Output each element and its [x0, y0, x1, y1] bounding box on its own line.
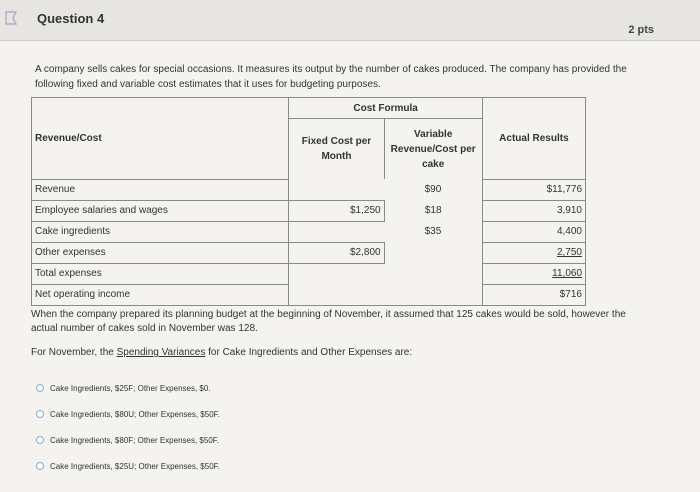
radio-button[interactable]	[36, 436, 44, 444]
option-label[interactable]: Cake Ingredients, $25U; Other Expenses, $50F.	[50, 461, 220, 471]
row-variable: $35	[424, 226, 442, 237]
question-title: Question 4	[37, 11, 105, 26]
header-cost-formula: Cost Formula	[289, 98, 482, 119]
row-label: Cake ingredients	[32, 221, 289, 242]
row-actual: 4,400	[482, 221, 585, 242]
table-row	[32, 179, 586, 200]
prompt-prefix: For November, the	[31, 347, 117, 358]
row-label: Employee salaries and wages	[32, 200, 289, 221]
row-actual: $716	[482, 284, 585, 305]
option-label[interactable]: Cake Ingredients, $80F; Other Expenses, $50F.	[50, 435, 219, 445]
header-variable: Variable Revenue/Cost per cake	[384, 119, 482, 180]
row-variable	[384, 284, 482, 305]
row-fixed	[289, 263, 384, 284]
question-prompt	[31, 347, 651, 358]
radio-button[interactable]	[36, 384, 44, 392]
header-revenue-cost: Revenue/Cost	[32, 98, 289, 180]
row-fixed	[289, 179, 384, 200]
row-label: Net operating income	[32, 284, 289, 305]
row-label: Other expenses	[32, 242, 289, 263]
row-variable	[384, 263, 482, 284]
radio-button[interactable]	[36, 462, 44, 470]
row-actual: 3,910	[482, 200, 585, 221]
row-variable: $90	[424, 184, 442, 195]
row-fixed	[289, 284, 384, 305]
header-fixed-cost: Fixed Cost per Month	[289, 119, 384, 180]
answer-option-4[interactable]	[36, 459, 220, 473]
table-row	[32, 242, 586, 263]
spending-variances-term: Spending Variances	[116, 347, 206, 358]
row-variable	[384, 242, 482, 263]
answer-option-2[interactable]	[36, 407, 220, 421]
radio-button[interactable]	[36, 410, 44, 418]
row-actual: 11,060	[482, 263, 585, 284]
row-fixed: $1,250	[289, 200, 384, 221]
table-row	[32, 221, 586, 242]
question-intro: A company sells cakes for special occasions. It measures its output by the number of cakes produced. The company has provided the following fixed and variable cost estimates that it uses for budgeting purposes.	[35, 64, 627, 90]
assumption-text: When the company prepared its planning budget at the beginning of November, it assumed that 125 cakes would be sold, however the actual number of cakes sold in November was 128.	[31, 309, 626, 334]
row-actual: 2,750	[482, 242, 585, 263]
question-header	[0, 0, 700, 41]
question-points: 2 pts	[628, 24, 654, 36]
option-label[interactable]: Cake Ingredients, $80U; Other Expenses, $50F.	[50, 409, 220, 419]
table-row	[32, 200, 586, 221]
flag-icon[interactable]	[3, 10, 19, 26]
answer-option-1[interactable]	[36, 381, 211, 395]
row-label: Revenue	[32, 179, 289, 200]
row-variable: $18	[424, 205, 442, 216]
row-actual: $11,776	[482, 179, 585, 200]
option-label[interactable]: Cake Ingredients, $25F; Other Expenses, $0.	[50, 383, 211, 393]
prompt-suffix: for Cake Ingredients and Other Expenses are:	[205, 347, 413, 358]
row-fixed	[289, 221, 384, 242]
row-fixed: $2,800	[289, 242, 384, 263]
table-row	[32, 284, 586, 305]
table-row	[32, 263, 586, 284]
answer-option-3[interactable]	[36, 433, 219, 447]
cost-table	[31, 97, 586, 306]
row-label: Total expenses	[32, 263, 289, 284]
header-actual-results: Actual Results	[482, 98, 585, 180]
